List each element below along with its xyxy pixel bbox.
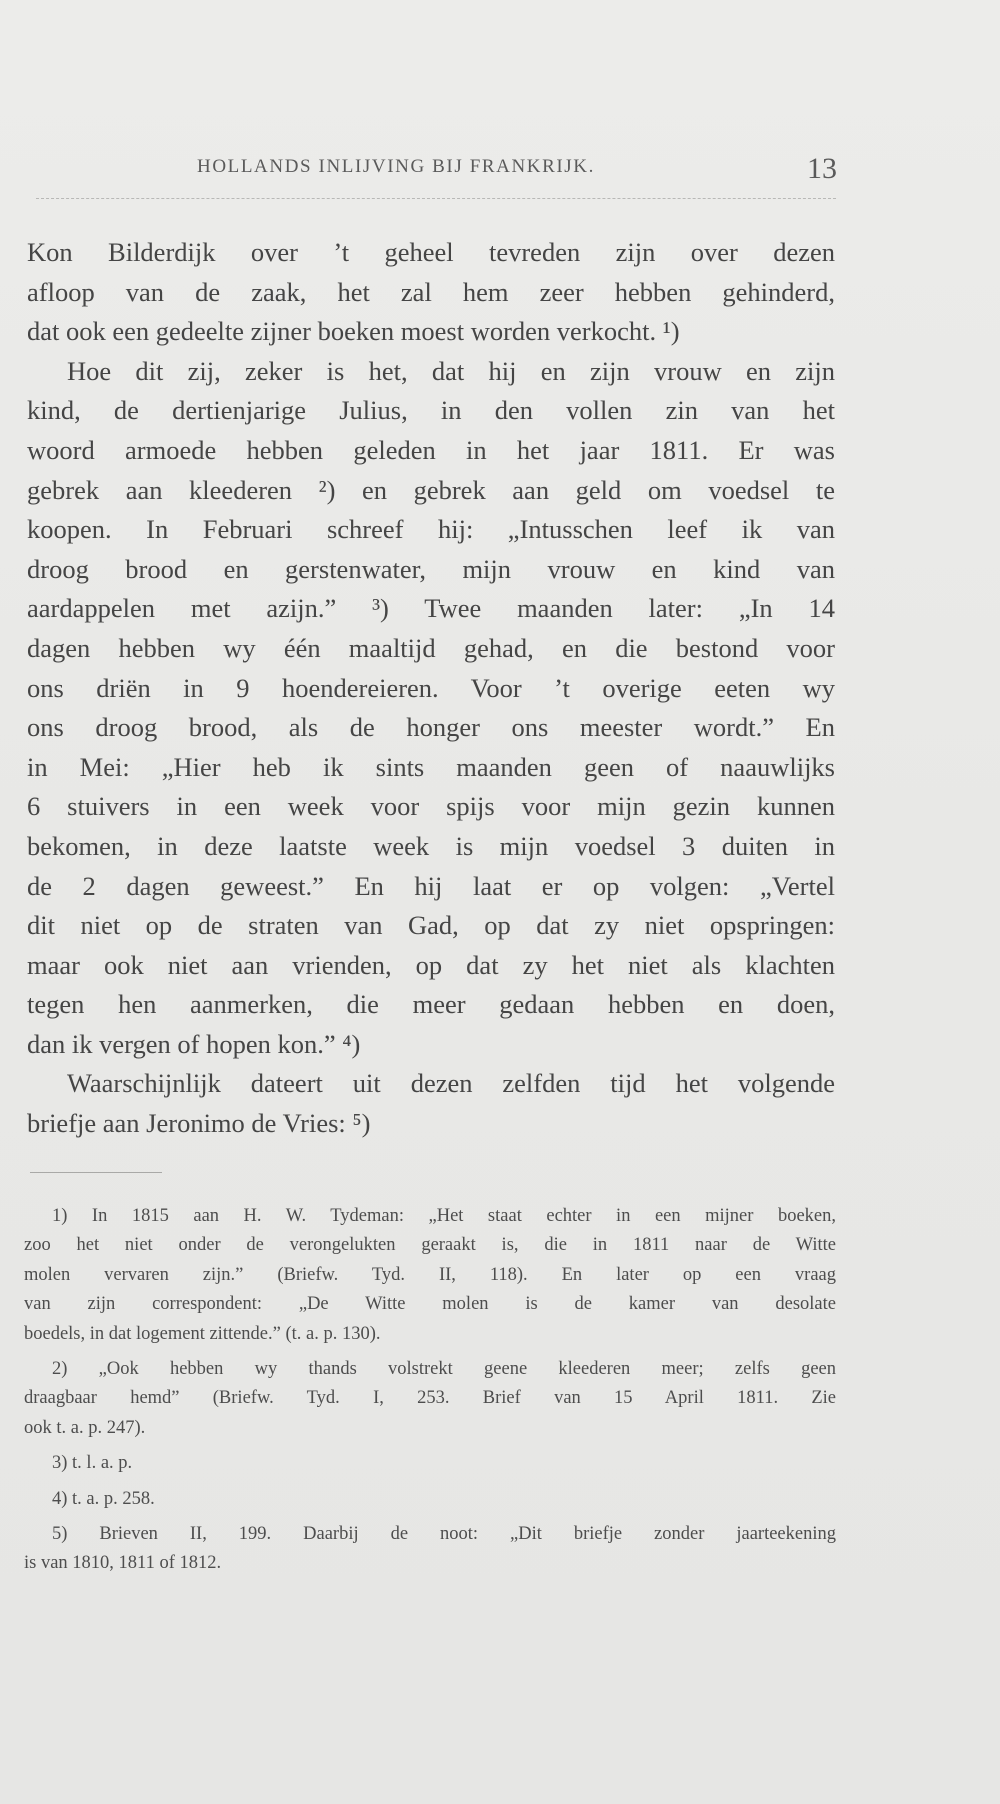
body-line: kind, de dertienjarige Julius, in den vollen zin van het bbox=[27, 395, 835, 426]
body-line: droog brood en gerstenwater, mijn vrouw en kind van bbox=[27, 553, 835, 584]
footnote-line: boedels, in dat logement zittende.” (t. a. p. 130). bbox=[24, 1323, 381, 1344]
body-line: ons droog brood, als de honger ons meester wordt.” En bbox=[27, 712, 835, 743]
footnote-rule bbox=[30, 1172, 162, 1173]
footnote-line: 5) Brieven II, 199. Daarbij de noot: „Dit briefje zonder jaarteekening bbox=[52, 1523, 836, 1544]
body-line: woord armoede hebben geleden in het jaar 1811. Er was bbox=[27, 434, 835, 465]
body-line: Hoe dit zij, zeker is het, dat hij en zijn vrouw en zijn bbox=[67, 355, 835, 386]
body-line: gebrek aan kleederen ²) en gebrek aan geld om voedsel te bbox=[27, 474, 835, 505]
footnote-line: ook t. a. p. 247). bbox=[24, 1417, 146, 1438]
footnote-line: 4) t. a. p. 258. bbox=[52, 1488, 155, 1509]
running-header bbox=[197, 152, 837, 184]
body-line: aardappelen met azijn.” ³) Twee maanden later: „In 14 bbox=[27, 593, 835, 624]
body-text bbox=[27, 233, 835, 1144]
header-rule bbox=[36, 198, 836, 201]
footnotes bbox=[24, 1202, 836, 1579]
body-line: Kon Bilderdijk over ’t geheel tevreden zijn over dezen bbox=[27, 237, 835, 267]
body-line: briefje aan Jeronimo de Vries: ⁵) bbox=[27, 1108, 371, 1139]
body-line: tegen hen aanmerken, die meer gedaan hebben en doen, bbox=[27, 989, 835, 1020]
page-number: 13 bbox=[807, 152, 837, 185]
body-line: afloop van de zaak, het zal hem zeer hebben gehinderd, bbox=[27, 276, 835, 307]
footnote-line: zoo het niet onder de verongelukten geraakt is, die in 1811 naar de Witte bbox=[24, 1235, 836, 1256]
body-line: dat ook een gedeelte zijner boeken moest worden verkocht. ¹) bbox=[27, 316, 680, 347]
body-line: Waarschijnlijk dateert uit dezen zelfden tijd het volgende bbox=[67, 1068, 835, 1099]
running-title: HOLLANDS INLIJVING BIJ FRANKRIJK. bbox=[197, 156, 595, 177]
body-line: in Mei: „Hier heb ik sints maanden geen of naauwlijks bbox=[27, 751, 835, 782]
footnote-line: 1) In 1815 aan H. W. Tydeman: „Het staat echter in een mijner boeken, bbox=[52, 1206, 836, 1226]
body-line: dan ik vergen of hopen kon.” ⁴) bbox=[27, 1028, 361, 1059]
body-line: dagen hebben wy één maaltijd gehad, en die bestond voor bbox=[27, 632, 835, 663]
footnote-line: is van 1810, 1811 of 1812. bbox=[24, 1553, 222, 1574]
body-line: koopen. In Februari schreef hij: „Intusschen leef ik van bbox=[27, 514, 835, 545]
body-line: maar ook niet aan vrienden, op dat zy het niet als klachten bbox=[27, 949, 835, 980]
body-line: bekomen, in deze laatste week is mijn voedsel 3 duiten in bbox=[27, 830, 835, 861]
footnote-line: van zijn correspondent: „De Witte molen is de kamer van desolate bbox=[24, 1294, 836, 1315]
footnote-line: 3) t. l. a. p. bbox=[52, 1453, 133, 1474]
body-line: 6 stuivers in een week voor spijs voor mijn gezin kunnen bbox=[27, 791, 835, 822]
footnote-line: 2) „Ook hebben wy thands volstrekt geene kleederen meer; zelfs geen bbox=[52, 1358, 836, 1379]
body-line: dit niet op de straten van Gad, op dat zy niet opspringen: bbox=[27, 910, 835, 941]
footnote-line: molen vervaren zijn.” (Briefw. Tyd. II, 118). En later op een vraag bbox=[24, 1264, 836, 1285]
body-line: de 2 dagen geweest.” En hij laat er op volgen: „Vertel bbox=[27, 870, 835, 901]
body-line: ons driën in 9 hoendereieren. Voor ’t overige eeten wy bbox=[27, 672, 835, 703]
footnote-line: draagbaar hemd” (Briefw. Tyd. I, 253. Brief van 15 April 1811. Zie bbox=[24, 1388, 836, 1409]
